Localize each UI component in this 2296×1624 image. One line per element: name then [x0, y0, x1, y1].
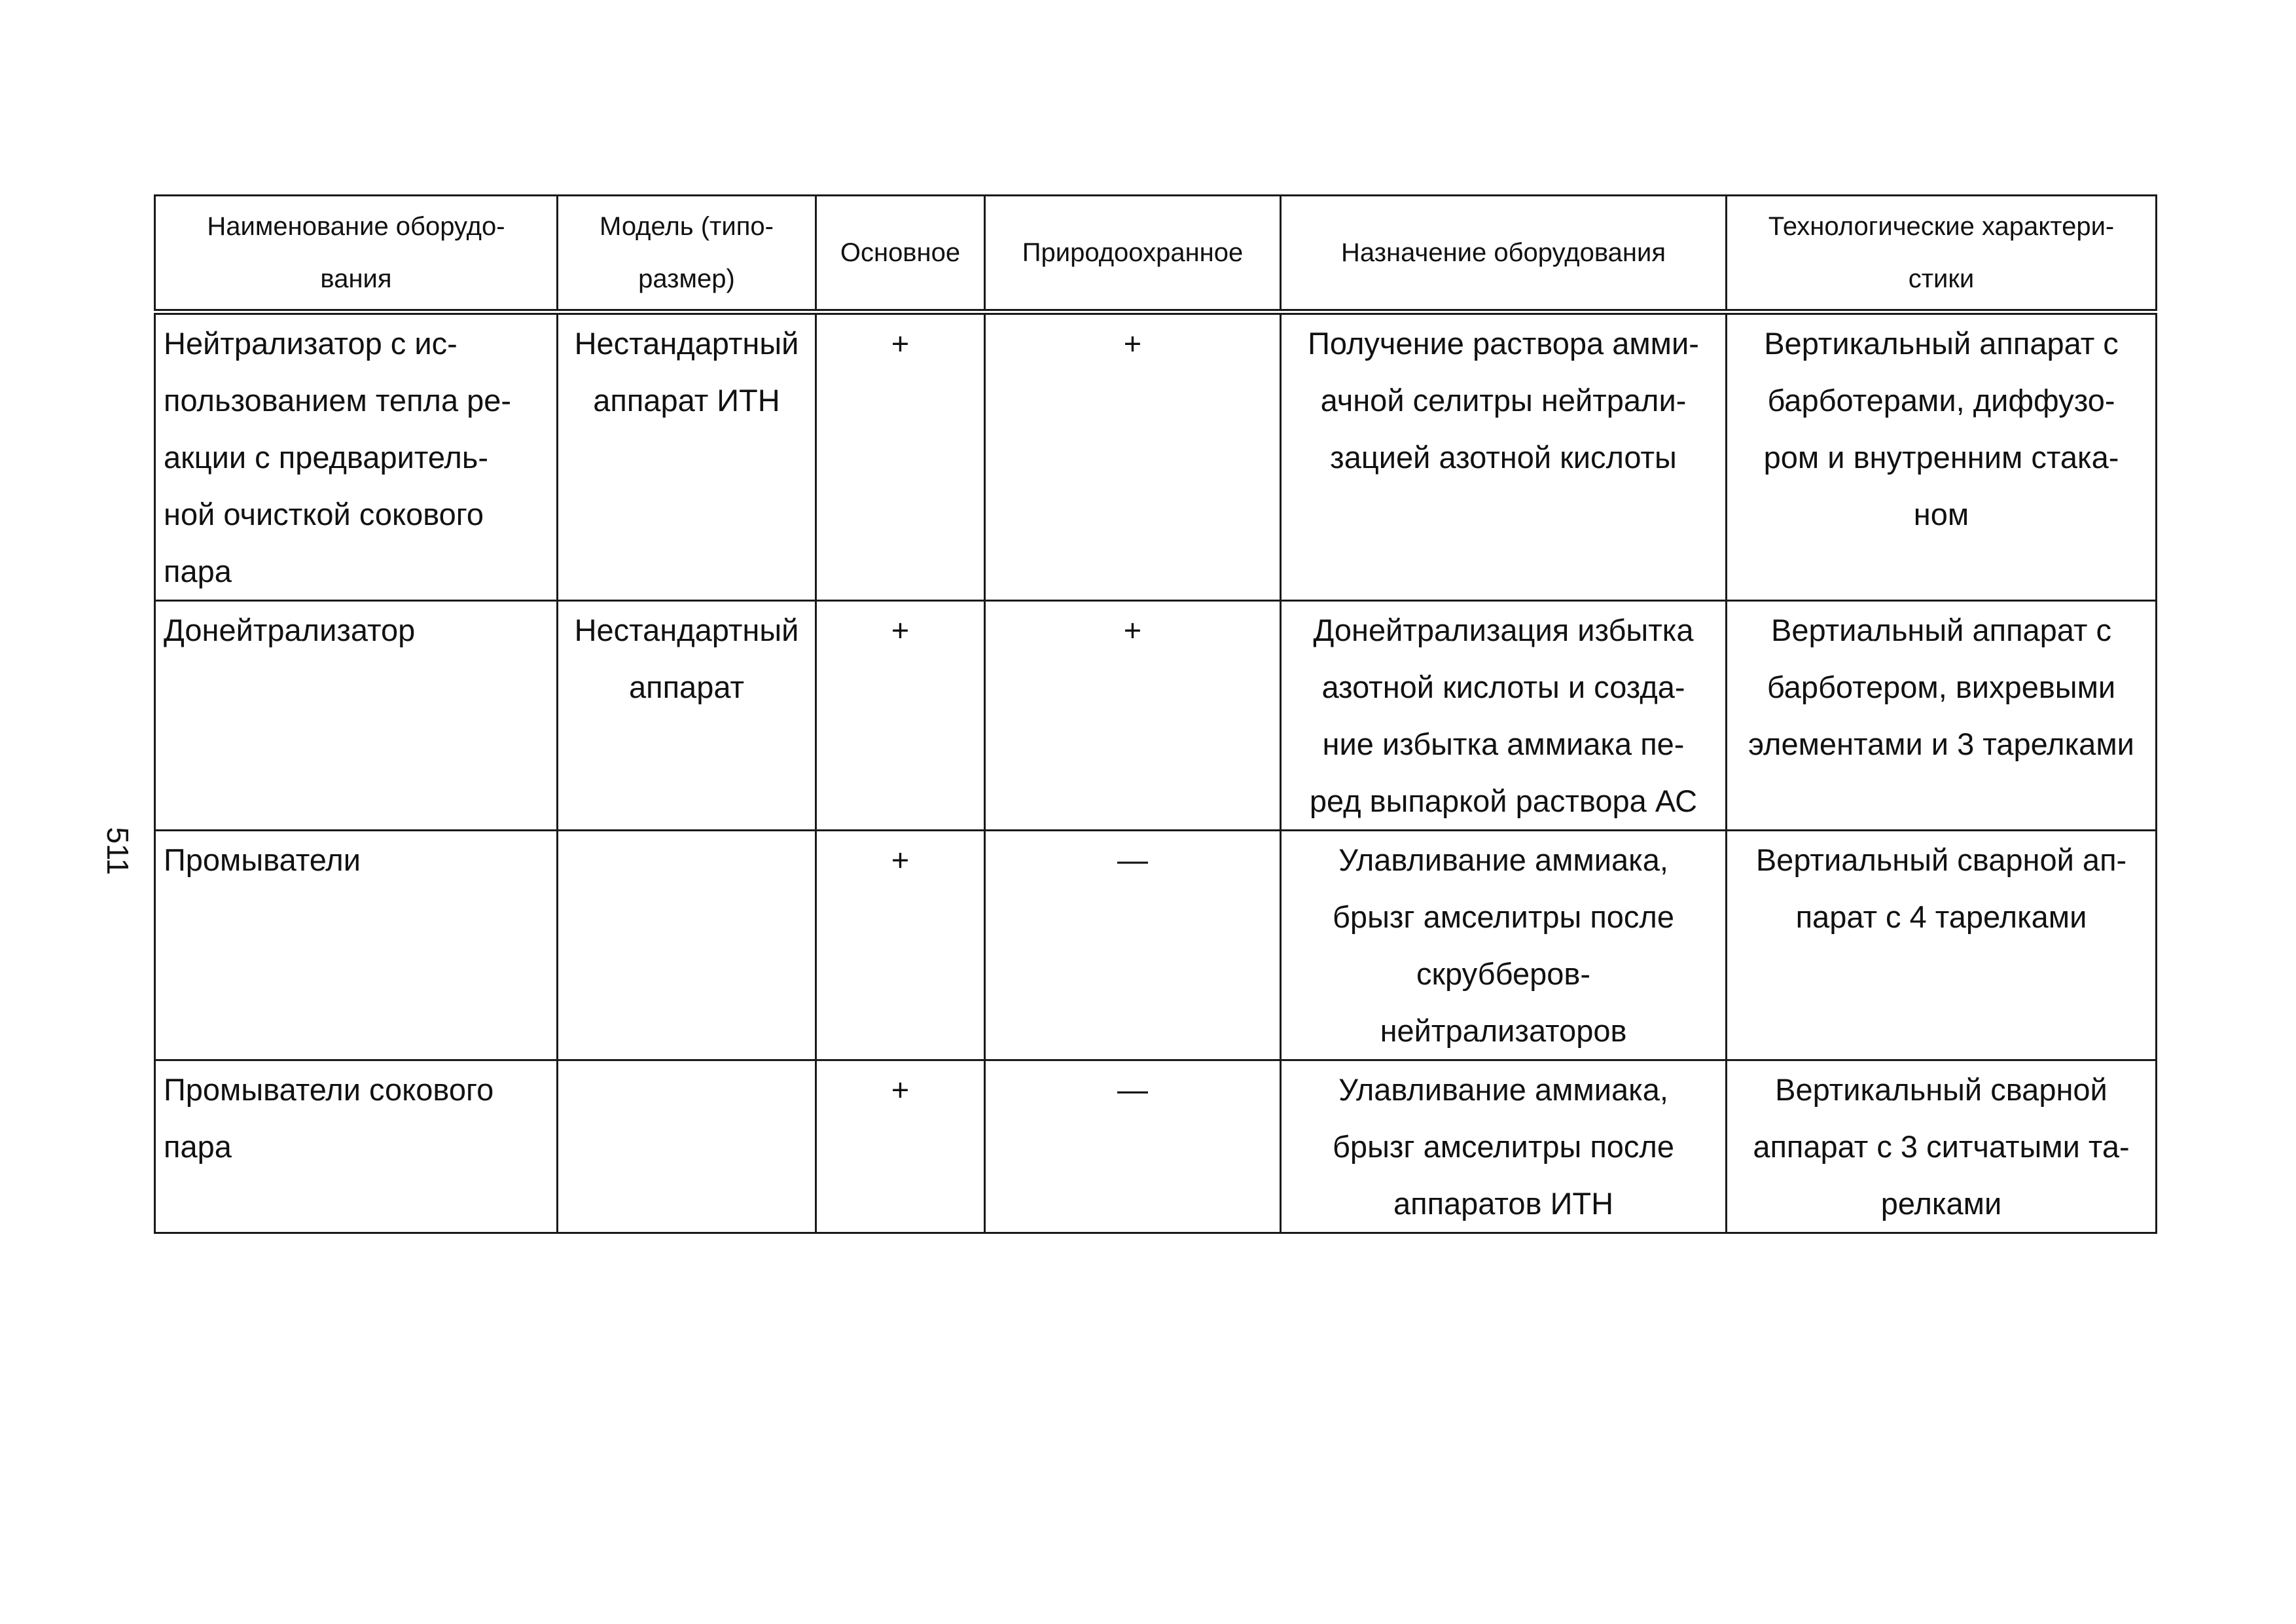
cell-model: Нестандартный аппарат ИТН: [558, 312, 816, 601]
cell-model: [558, 831, 816, 1060]
cell-equipment-name: Донейтрализатор: [155, 601, 558, 831]
table-row: [155, 1060, 2157, 1233]
header-model: Модель (типо- размер): [558, 196, 816, 312]
equipment-table: [154, 194, 2157, 1234]
header-equipment-name: Наименование оборудо- вания: [155, 196, 558, 312]
page-number: 511: [101, 827, 135, 875]
table-body: [155, 312, 2157, 1233]
cell-equipment-name: Нейтрализатор с ис- пользованием тепла ре- акции с предваритель- ной очисткой сокового пара: [155, 312, 558, 601]
header-environmental: Природоохранное: [985, 196, 1281, 312]
cell-main: +: [816, 831, 985, 1060]
cell-equipment-name: Промыватели сокового пара: [155, 1060, 558, 1233]
cell-environmental: —: [985, 1060, 1281, 1233]
cell-characteristics: Вертикальный аппарат с барботерами, диффузо- ром и внутренним стака- ном: [1727, 312, 2157, 601]
cell-main: +: [816, 1060, 985, 1233]
header-purpose: Назначение оборудования: [1281, 196, 1727, 312]
cell-environmental: +: [985, 601, 1281, 831]
cell-environmental: +: [985, 312, 1281, 601]
header-characteristics: Технологические характери- стики: [1727, 196, 2157, 312]
cell-model: [558, 1060, 816, 1233]
table-row: [155, 831, 2157, 1060]
cell-equipment-name: Промыватели: [155, 831, 558, 1060]
cell-model: Нестандартный аппарат: [558, 601, 816, 831]
cell-main: +: [816, 312, 985, 601]
cell-purpose: Улавливание аммиака, брызг амселитры после аппаратов ИТН: [1281, 1060, 1727, 1233]
cell-purpose: Улавливание аммиака, брызг амселитры после скрубберов- нейтрализаторов: [1281, 831, 1727, 1060]
cell-purpose: Получение раствора амми- ачной селитры нейтрали- зацией азотной кислоты: [1281, 312, 1727, 601]
cell-main: +: [816, 601, 985, 831]
header-main: Основное: [816, 196, 985, 312]
table-row: [155, 601, 2157, 831]
header-row: [155, 196, 2157, 312]
cell-characteristics: Вертиальный сварной ап- парат с 4 тарелками: [1727, 831, 2157, 1060]
cell-characteristics: Вертиальный аппарат с барботером, вихревыми элементами и 3 тарелками: [1727, 601, 2157, 831]
table-row: [155, 312, 2157, 601]
cell-purpose: Донейтрализация избытка азотной кислоты и созда- ние избытка аммиака пе- ред выпаркой раствора АС: [1281, 601, 1727, 831]
cell-characteristics: Вертикальный сварной аппарат с 3 ситчатыми та- релками: [1727, 1060, 2157, 1233]
cell-environmental: —: [985, 831, 1281, 1060]
table-header: [155, 196, 2157, 312]
